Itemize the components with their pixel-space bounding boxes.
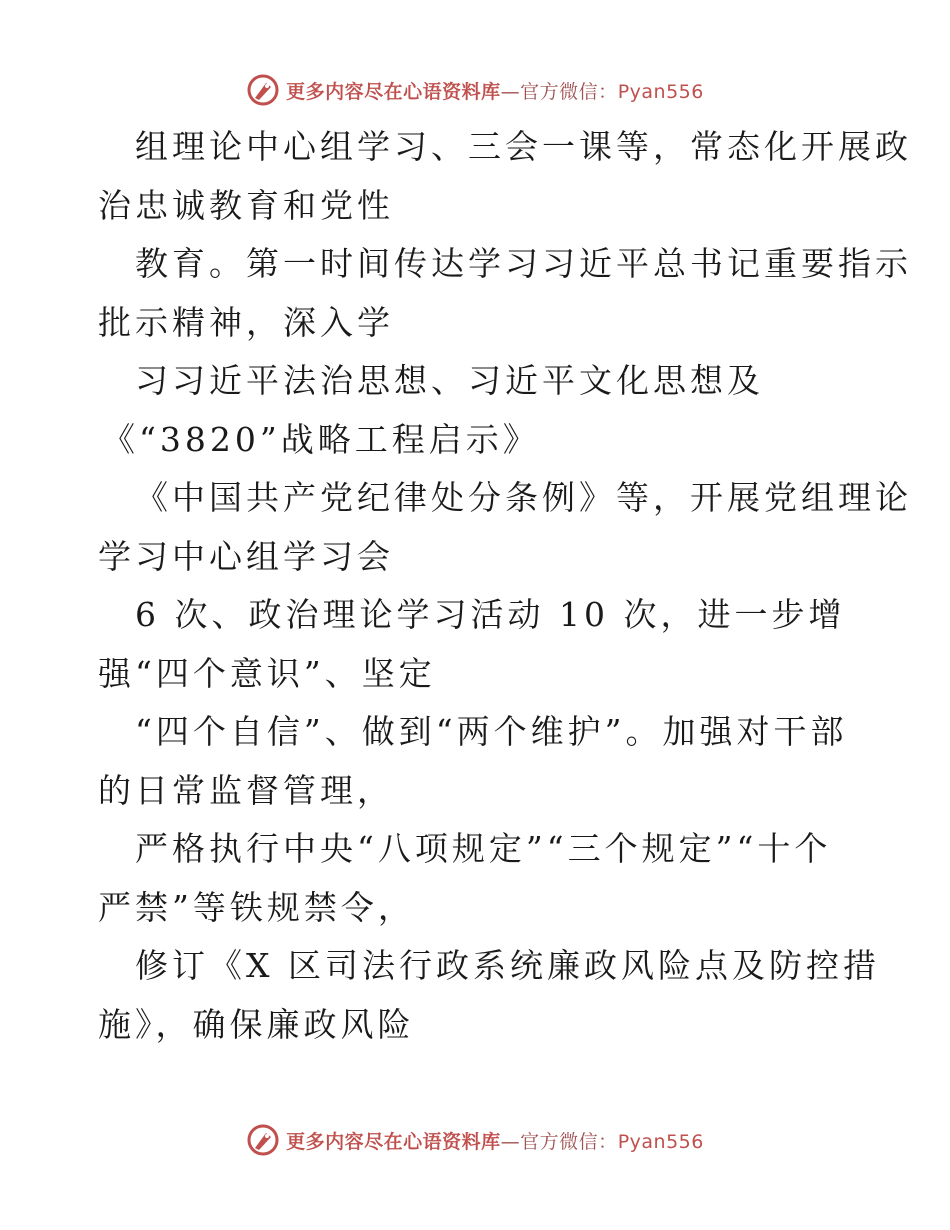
watermark-wechat-id: Pyan556 xyxy=(617,80,704,103)
body-line: 组理论中心组学习、三会一课等，常态化开展政 xyxy=(135,127,912,166)
pen-nib-logo-icon xyxy=(246,73,280,107)
body-line: 批示精神，深入学 xyxy=(98,302,394,342)
watermark-brand-text: 更多内容尽在心语资料库 xyxy=(286,1130,501,1153)
watermark-separator-text: —官方微信： xyxy=(500,80,618,103)
header-watermark xyxy=(0,70,950,110)
watermark-wechat-id: Pyan556 xyxy=(617,1130,704,1153)
body-line: 修订《X 区司法行政系统廉政风险点及防控措 xyxy=(135,946,880,985)
body-line: 《中国共产党纪律处分条例》等，开展党组理论 xyxy=(135,478,912,517)
watermark-brand-text: 更多内容尽在心语资料库 xyxy=(286,80,501,103)
body-line: 严禁”等铁规禁令， xyxy=(98,887,415,927)
body-line: 习习近平法治思想、习近平文化思想及 xyxy=(135,361,764,400)
body-line: 治忠诚教育和党性 xyxy=(98,185,394,225)
body-line: 施》，确保廉政风险 xyxy=(98,1004,415,1044)
document-body xyxy=(98,118,912,1054)
body-line: 教育。第一时间传达学习习近平总书记重要指示 xyxy=(135,244,912,283)
body-line: 强“四个意识”、坚定 xyxy=(98,653,436,693)
footer-watermark xyxy=(0,1120,950,1160)
body-line: 学习中心组学习会 xyxy=(98,536,394,576)
watermark-separator-text: —官方微信： xyxy=(500,1130,618,1153)
body-line: “四个自信”、做到“两个维护”。加强对干部 xyxy=(135,712,848,751)
body-line: 《“3820”战略工程启示》 xyxy=(102,419,540,459)
pen-nib-logo-icon xyxy=(246,1123,280,1157)
body-line: 严格执行中央“八项规定”“三个规定”“十个 xyxy=(135,829,832,868)
body-line: 6 次、政治理论学习活动 10 次，进一步增 xyxy=(135,595,846,634)
body-line: 的日常监督管理， xyxy=(98,770,394,810)
